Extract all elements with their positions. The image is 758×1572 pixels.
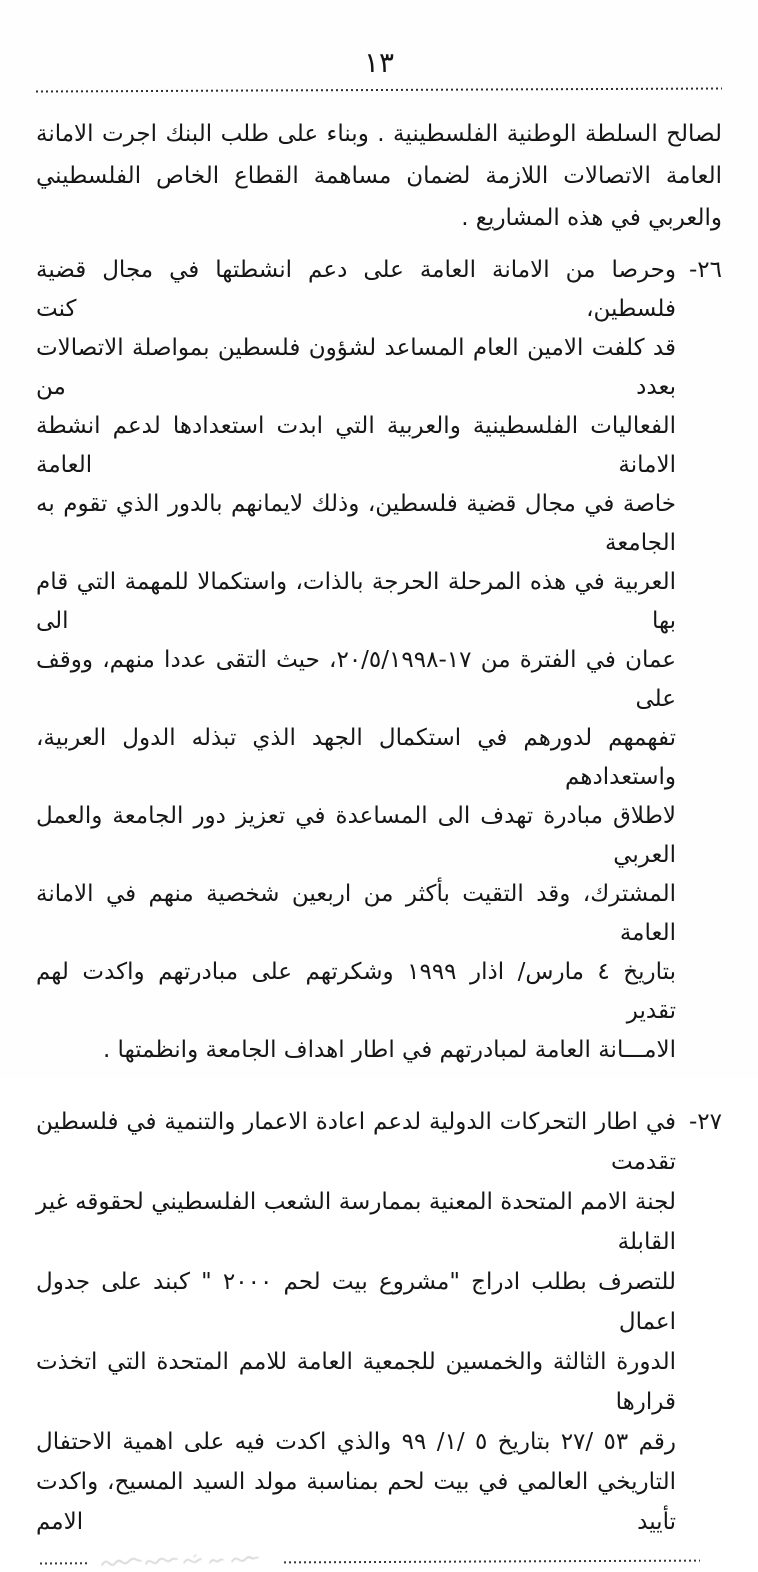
- paragraph-27: [36, 1102, 722, 1542]
- paragraph-27-body: [36, 1102, 676, 1542]
- text-line: خاصة في مجال قضية فلسطين، وذلك لايمانهم بالدور الذي تقوم به الجامعة: [36, 491, 676, 556]
- text-line: في اطار التحركات الدولية لدعم اعادة الاعمار والتنمية في فلسطين تقدمت: [36, 1109, 676, 1175]
- paragraph-26-body: [36, 251, 676, 1070]
- text-line: رقم ٥٣ /٢٧ بتاريخ ٥ /١/ ٩٩ والذي اكدت فيه على اهمية الاحتفال: [36, 1429, 677, 1455]
- top-divider: [36, 87, 722, 93]
- text-line: العامة الاتصالات اللازمة لضمان مساهمة القطاع الخاص الفلسطيني: [36, 163, 722, 189]
- text-line: والعربي في هذه المشاريع .: [461, 205, 722, 231]
- text-line: لصالح السلطة الوطنية الفلسطينية . وبناء على طلب البنك اجرت الامانة: [36, 121, 722, 147]
- footer-left-dashes: [40, 1561, 90, 1564]
- text-line: الدورة الثالثة والخمسين للجمعية العامة للامم المتحدة التي اتخذت قرارها: [36, 1349, 676, 1415]
- item-number-27: ٢٧-: [688, 1109, 722, 1135]
- text-line: الفعاليات الفلسطينية والعربية التي ابدت استعدادها لدعم انشطة الامانة العامة: [36, 413, 676, 478]
- text-line: بتاريخ ٤ مارس/ اذار ١٩٩٩ وشكرتهم على مبادرتهم واكدت لهم تقدير: [36, 959, 676, 1024]
- footer-right-dashes: [284, 1558, 700, 1563]
- text-line: للتصرف بطلب ادراج "مشروع بيت لحم ٢٠٠٠ " كبند على جدول اعمال: [36, 1269, 676, 1335]
- text-line: قد كلفت الامين العام المساعد لشؤون فلسطين بمواصلة الاتصالات بعدد من: [36, 335, 676, 400]
- text-line: عمان في الفترة من ١٧-٢٠/٥/١٩٩٨، حيث التقى عددا منهم، ووقف على: [36, 647, 677, 712]
- paragraph-26: [36, 251, 722, 1070]
- text-line: لجنة الامم المتحدة المعنية بممارسة الشعب الفلسطيني لحقوقه غير القابلة: [36, 1189, 676, 1255]
- text-line: التاريخي العالمي في بيت لحم بمناسبة مولد السيد المسيح، واكدت تأييد الامم: [36, 1469, 676, 1535]
- paragraph-intro: [36, 113, 722, 239]
- footer-divider: [36, 1551, 722, 1572]
- text-line: العربية في هذه المرحلة الحرجة بالذات، واستكمالا للمهمة التي قام بها الى: [36, 569, 676, 634]
- page-number: ١٣: [363, 46, 395, 79]
- text-line: لاطلاق مبادرة تهدف الى المساعدة في تعزيز دور الجامعة والعمل العربي: [36, 803, 676, 868]
- text-line: المشترك، وقد التقيت بأكثر من اربعين شخصية منهم في الامانة العامة: [36, 881, 676, 946]
- item-number-26: ٢٦-: [688, 257, 722, 283]
- text-line: الامـــانة العامة لمبادرتهم في اطار اهداف الجامعة وانظمتها .: [102, 1037, 676, 1063]
- text-line: تفهمهم لدورهم في استكمال الجهد الذي تبذله الدول العربية، واستعدادهم: [36, 725, 676, 790]
- footer-faint-stamp-text: [98, 1552, 276, 1571]
- text-line: وحرصا من الامانة العامة على دعم انشطتها في مجال قضية فلسطين، كنت: [36, 257, 676, 322]
